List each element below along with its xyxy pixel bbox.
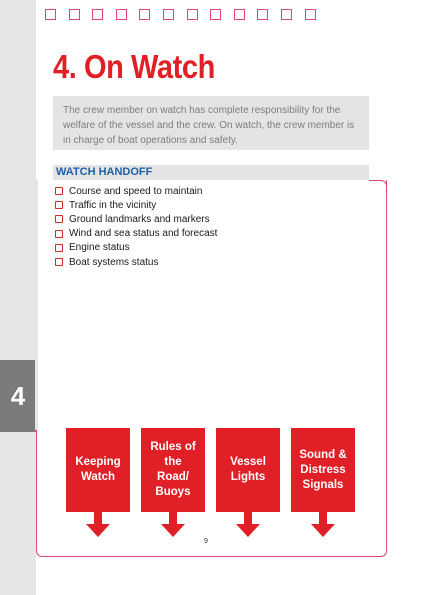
decorative-box xyxy=(257,9,268,20)
top-checkbox-row xyxy=(45,9,316,20)
card-rules-of-the-road[interactable] xyxy=(141,428,205,512)
chapter-number: 4 xyxy=(10,380,26,411)
card-keeping-watch[interactable] xyxy=(66,428,130,512)
page-number: 9 xyxy=(204,538,208,545)
left-margin-band xyxy=(0,0,36,595)
card-label: Rules of the Road/ Buoys xyxy=(150,441,196,498)
checklist-item-label: Boat systems status xyxy=(69,256,159,268)
checklist-item-label: Course and speed to maintain xyxy=(69,185,203,197)
checklist-item[interactable] xyxy=(55,184,217,198)
watch-handoff-checklist xyxy=(55,184,217,269)
checkbox-icon[interactable] xyxy=(55,244,63,252)
checklist-item-label: Wind and sea status and forecast xyxy=(69,228,218,240)
card-label: Vessel Lights xyxy=(230,456,266,483)
decorative-box xyxy=(281,9,292,20)
down-arrow-icon xyxy=(141,512,205,540)
decorative-box xyxy=(45,9,56,20)
down-arrow-icon xyxy=(291,512,355,540)
page-title: 4. On Watch xyxy=(53,48,215,85)
card-label: Sound & Distress Signals xyxy=(299,448,347,491)
checkbox-icon[interactable] xyxy=(55,230,63,238)
decorative-box xyxy=(92,9,103,20)
watch-handoff-heading: WATCH HANDOFF xyxy=(53,165,369,180)
decorative-box xyxy=(210,9,221,20)
checklist-item[interactable] xyxy=(55,198,217,212)
down-arrow-icon xyxy=(216,512,280,540)
frame-left-mask xyxy=(35,180,38,430)
checklist-item[interactable] xyxy=(55,241,217,255)
card-sound-distress-signals[interactable] xyxy=(291,428,355,512)
decorative-box xyxy=(163,9,174,20)
intro-text: The crew member on watch has complete responsibility for the welfare of the vessel and the crew. On watch, the crew member is in charge of boat operations and safety. xyxy=(63,105,355,146)
decorative-box xyxy=(305,9,316,20)
decorative-box xyxy=(187,9,198,20)
intro-box xyxy=(53,96,369,150)
decorative-box xyxy=(69,9,80,20)
checklist-item-label: Engine status xyxy=(69,242,130,254)
decorative-box xyxy=(234,9,245,20)
checkbox-icon[interactable] xyxy=(55,201,63,209)
down-arrow-icon xyxy=(66,512,130,540)
checkbox-icon[interactable] xyxy=(55,215,63,223)
chapter-tab xyxy=(0,360,36,432)
card-vessel-lights[interactable] xyxy=(216,428,280,512)
checklist-item[interactable] xyxy=(55,255,217,269)
decorative-box xyxy=(139,9,150,20)
content-frame-corner xyxy=(369,180,387,188)
checklist-item-label: Ground landmarks and markers xyxy=(69,213,210,225)
checkbox-icon[interactable] xyxy=(55,187,63,195)
checklist-item[interactable] xyxy=(55,227,217,241)
card-label: Keeping Watch xyxy=(75,456,121,483)
decorative-box xyxy=(116,9,127,20)
checklist-item[interactable] xyxy=(55,212,217,226)
checklist-item-label: Traffic in the vicinity xyxy=(69,199,157,211)
checkbox-icon[interactable] xyxy=(55,258,63,266)
